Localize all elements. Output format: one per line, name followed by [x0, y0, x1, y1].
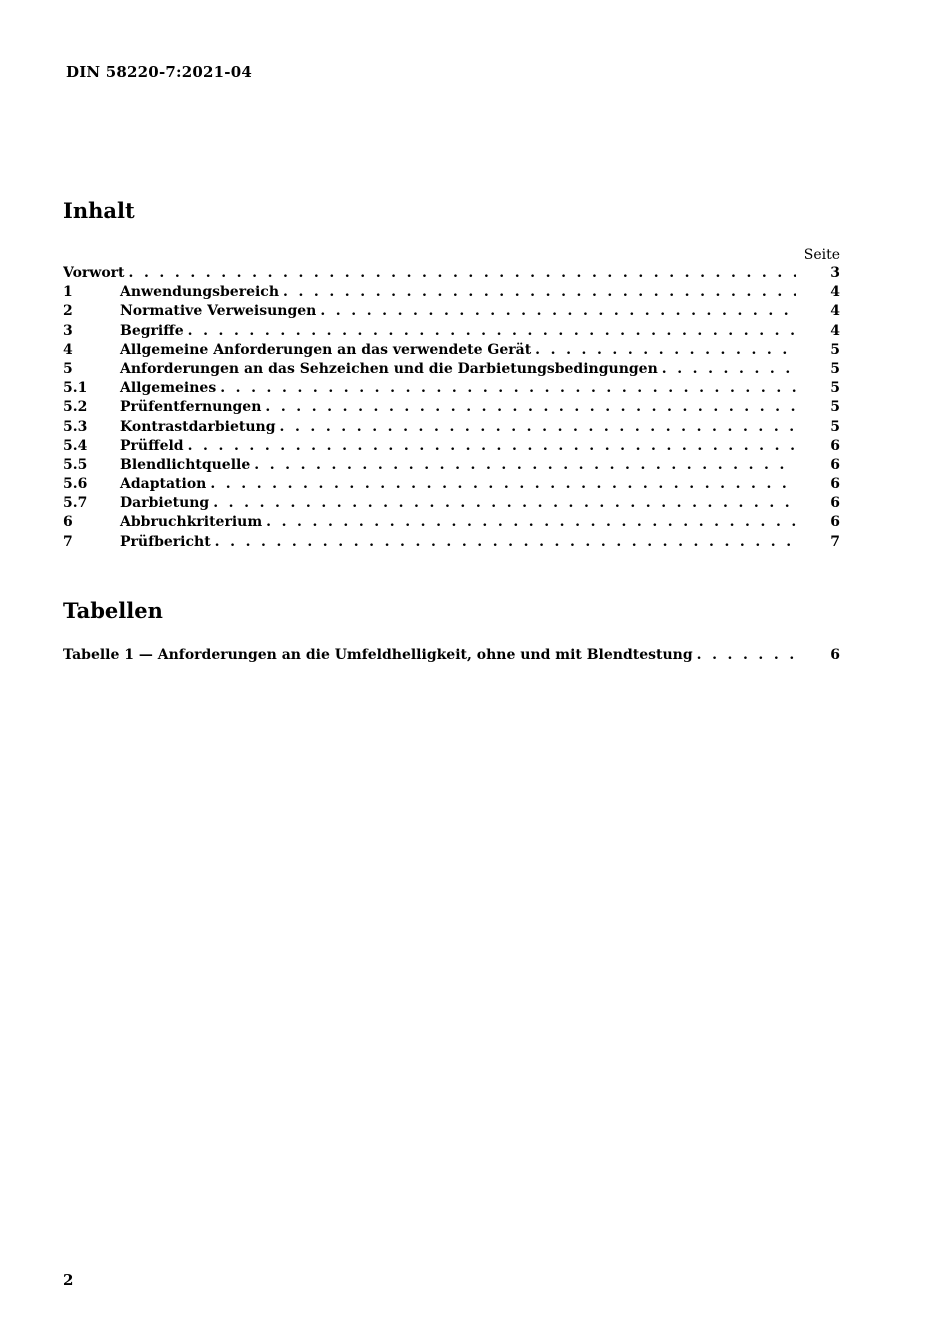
page-number: 2 — [63, 1271, 74, 1289]
toc-leader — [266, 514, 796, 530]
toc-entry-number: 7 — [63, 533, 73, 550]
toc-entry-page: 4 — [830, 284, 840, 301]
table-list-entry-page: 6 — [830, 647, 840, 663]
toc-entry[interactable] — [63, 476, 840, 495]
toc-entry-page: 4 — [830, 322, 840, 339]
tables-heading: Tabellen — [63, 598, 163, 623]
toc-entry-title: Prüfentfernungen — [120, 399, 262, 416]
toc-entry-title: Blendlichtquelle — [120, 456, 251, 473]
toc-entry-page: 5 — [830, 341, 840, 358]
toc-entry-page: 7 — [830, 533, 840, 550]
toc-entry[interactable] — [63, 399, 840, 418]
toc-entry[interactable] — [63, 303, 840, 322]
toc-entry-title: Anforderungen an das Sehzeichen und die Darbietungsbedingungen — [120, 360, 658, 377]
toc-entry-page: 6 — [830, 476, 840, 493]
toc-leader — [280, 419, 796, 435]
document-id: DIN 58220-7:2021-04 — [66, 63, 252, 81]
toc-entry[interactable] — [63, 534, 840, 553]
toc-entry[interactable] — [63, 361, 840, 380]
toc-entry[interactable] — [63, 438, 840, 457]
toc-entry-page: 3 — [830, 265, 840, 281]
toc-entry[interactable] — [63, 495, 840, 514]
toc-entry-page: 4 — [830, 303, 840, 320]
toc-entry[interactable] — [63, 419, 840, 438]
toc-entry-number: 3 — [63, 322, 73, 339]
toc-entry-number: 4 — [63, 341, 73, 358]
page-column-label: Seite — [803, 247, 840, 263]
toc-entry-page: 6 — [830, 514, 840, 531]
toc-entry-number: 5.7 — [63, 495, 88, 512]
toc-leader — [213, 495, 796, 511]
toc-entry[interactable] — [63, 380, 840, 399]
toc-entry-page: 6 — [830, 495, 840, 512]
toc-leader — [662, 361, 796, 377]
toc-leader — [188, 438, 796, 454]
toc-entry-number: 6 — [63, 514, 73, 531]
toc-entry-page: 5 — [830, 418, 840, 435]
toc-entry-number: 5.1 — [63, 380, 88, 397]
toc-leader — [283, 284, 796, 300]
toc-entry-title: Abbruchkriterium — [120, 514, 263, 531]
toc-entry-title: Anwendungsbereich — [120, 284, 279, 301]
toc-entry-number: 1 — [63, 284, 73, 301]
toc-entry[interactable] — [63, 514, 840, 533]
toc-leader — [129, 265, 796, 281]
toc-entry-title: Adaptation — [120, 476, 207, 493]
toc-entry[interactable] — [63, 265, 840, 284]
toc-entry-number: 5.3 — [63, 418, 88, 435]
toc-entry-number: 5.4 — [63, 437, 88, 454]
toc-entry-title: Darbietung — [120, 495, 210, 512]
toc-entry-number: 2 — [63, 303, 73, 320]
toc-leader — [210, 476, 796, 492]
toc-entry[interactable] — [63, 457, 840, 476]
toc-leader — [254, 457, 796, 473]
toc-entry-title: Kontrastdarbietung — [120, 418, 276, 435]
toc-entry-title: Prüfbericht — [120, 533, 211, 550]
toc-leader — [215, 534, 796, 550]
toc-entry-title: Begriffe — [120, 322, 184, 339]
toc-leader — [320, 303, 796, 319]
toc-entry-title: Allgemeines — [120, 380, 217, 397]
toc-entry-page: 6 — [830, 437, 840, 454]
toc-entry-page: 5 — [830, 380, 840, 397]
toc-entry[interactable] — [63, 323, 840, 342]
list-of-tables — [63, 647, 840, 666]
toc-entry-title: Normative Verweisungen — [120, 303, 317, 320]
table-list-entry-title: Tabelle 1 — Anforderungen an die Umfeldhelligkeit, ohne und mit Blendtestung — [63, 647, 693, 663]
contents-heading: Inhalt — [63, 198, 135, 223]
toc-entry-number: 5.2 — [63, 399, 88, 416]
toc-leader — [265, 399, 796, 415]
toc-entry-title: Vorwort — [63, 265, 125, 281]
table-list-entry[interactable] — [63, 647, 840, 666]
toc-entry-page: 5 — [830, 360, 840, 377]
toc-leader — [535, 342, 796, 358]
toc-leader — [220, 380, 796, 396]
toc-entry[interactable] — [63, 284, 840, 303]
toc-entry-page: 6 — [830, 456, 840, 473]
toc-entry-title: Allgemeine Anforderungen an das verwendete Gerät — [120, 341, 532, 358]
toc-entry-number: 5.6 — [63, 476, 88, 493]
toc-entry-number: 5.5 — [63, 456, 88, 473]
toc-entry[interactable] — [63, 342, 840, 361]
toc-leader — [697, 647, 796, 663]
toc-leader — [188, 323, 796, 339]
toc-entry-page: 5 — [830, 399, 840, 416]
table-of-contents — [63, 265, 840, 553]
toc-entry-title: Prüffeld — [120, 437, 184, 454]
toc-entry-number: 5 — [63, 360, 73, 377]
